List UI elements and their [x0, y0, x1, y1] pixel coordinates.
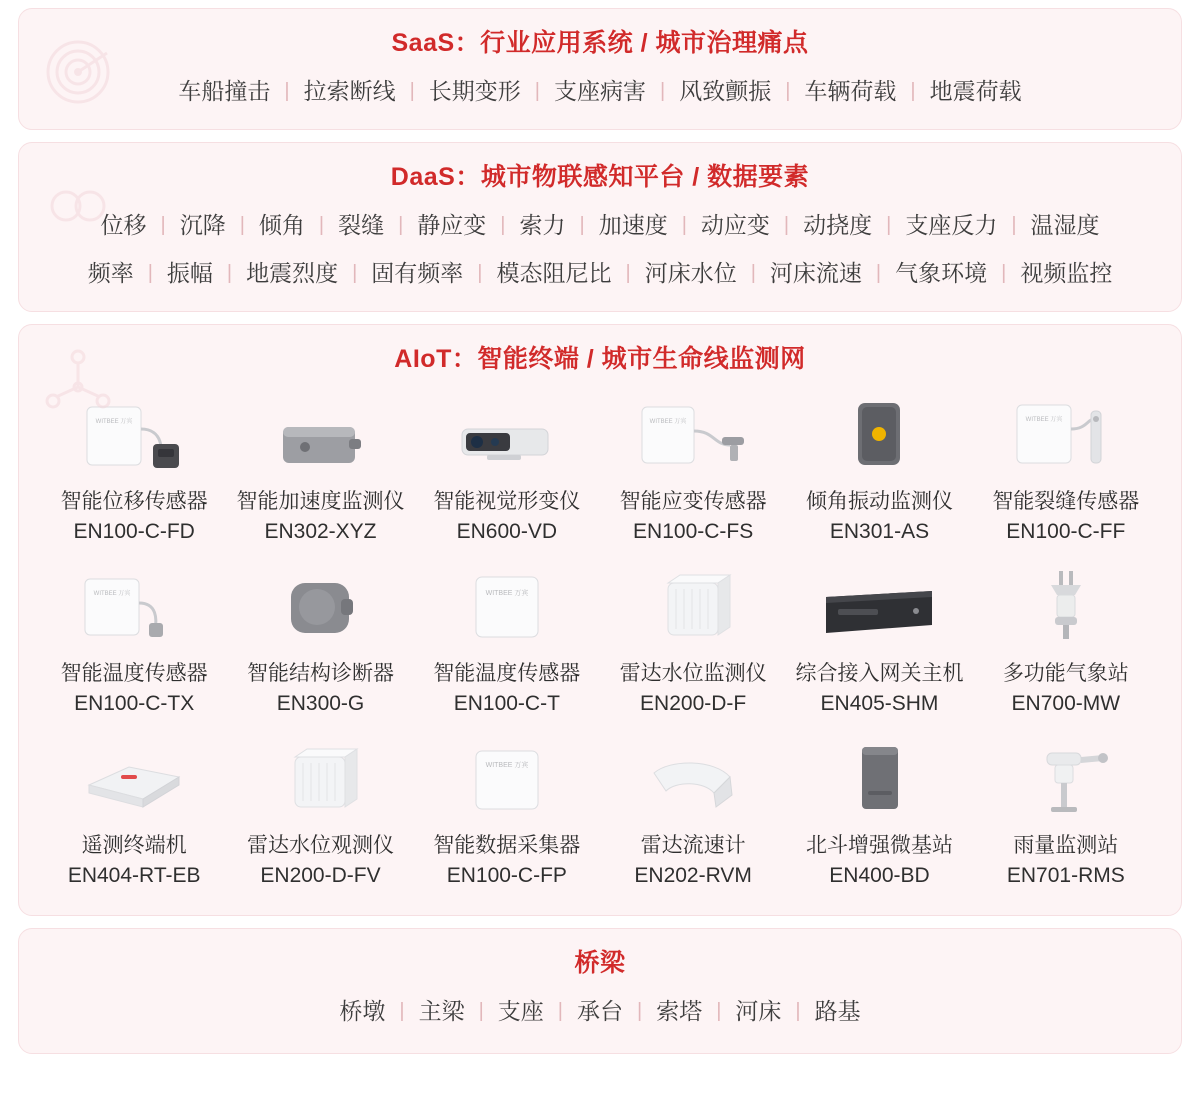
device-card[interactable]	[414, 385, 600, 553]
device-model: EN405-SHM	[820, 692, 939, 715]
separator: |	[352, 262, 358, 284]
radar-velocity-icon	[613, 733, 773, 825]
device-model: EN100-C-FF	[1006, 520, 1126, 543]
bridge-item[interactable]: 河床	[735, 998, 782, 1024]
separator: |	[886, 214, 892, 236]
radar-target-icon	[41, 35, 115, 109]
device-name: 雷达流速计	[640, 834, 746, 857]
daas-item[interactable]: 固有频率	[371, 260, 464, 286]
separator: |	[478, 1000, 484, 1022]
daas-item[interactable]: 倾角	[258, 212, 305, 238]
daas-item[interactable]: 气象环境	[895, 260, 988, 286]
daas-item[interactable]: 沉降	[179, 212, 226, 238]
device-card[interactable]	[600, 557, 786, 725]
daas-item[interactable]: 河床水位	[644, 260, 737, 286]
device-grid	[19, 381, 1181, 915]
device-name: 雷达水位监测仪	[619, 662, 767, 685]
device-card[interactable]	[786, 557, 972, 725]
device-name: 综合接入网关主机	[795, 662, 964, 685]
device-card[interactable]	[414, 729, 600, 897]
svg-text:WITBEE 万宾: WITBEE 万宾	[93, 591, 131, 597]
bridge-item[interactable]: 索塔	[656, 998, 703, 1024]
separator: |	[1011, 214, 1017, 236]
daas-item[interactable]: 索力	[519, 212, 566, 238]
device-card[interactable]	[41, 729, 227, 897]
network-node-icon	[41, 343, 115, 417]
device-model: EN200-D-F	[640, 692, 747, 715]
device-model: EN100-C-FD	[73, 520, 195, 543]
daas-item[interactable]: 频率	[87, 260, 134, 286]
saas-title: SaaS：行业应用系统 / 城市治理痛点	[391, 29, 809, 57]
device-model: EN100-C-FS	[633, 520, 754, 543]
device-name: 智能视觉形变仪	[433, 490, 581, 513]
separator: |	[579, 214, 585, 236]
separator: |	[147, 262, 153, 284]
device-name: 智能裂缝传感器	[992, 490, 1140, 513]
daas-item[interactable]: 河床流速	[769, 260, 862, 286]
separator: |	[625, 262, 631, 284]
rain-gauge-icon	[986, 733, 1146, 825]
saas-item[interactable]: 长期变形	[428, 78, 521, 104]
device-name: 倾角振动监测仪	[805, 490, 953, 513]
device-card[interactable]	[973, 557, 1159, 725]
svg-text:WITBEE 万宾: WITBEE 万宾	[1025, 417, 1063, 423]
device-card[interactable]	[973, 729, 1159, 897]
structure-diagnoser-icon	[240, 561, 400, 653]
svg-text:WITBEE 万宾: WITBEE 万宾	[95, 419, 133, 425]
radar-level-observer-icon	[240, 733, 400, 825]
daas-item[interactable]: 动挠度	[803, 212, 873, 238]
device-card[interactable]	[600, 729, 786, 897]
separator: |	[660, 80, 666, 102]
separator: |	[239, 214, 245, 236]
saas-item[interactable]: 支座病害	[554, 78, 646, 104]
vision-camera-icon	[427, 389, 587, 481]
daas-item[interactable]: 视频监控	[1020, 260, 1113, 286]
infinity-cloud-icon	[41, 169, 115, 243]
device-card[interactable]	[786, 385, 972, 553]
weather-station-icon	[986, 561, 1146, 653]
device-card[interactable]	[41, 557, 227, 725]
saas-panel	[18, 8, 1182, 130]
daas-item[interactable]: 模态阻尼比	[496, 260, 612, 286]
device-name: 遥测终端机	[81, 834, 187, 857]
device-card[interactable]	[414, 557, 600, 725]
separator: |	[500, 214, 506, 236]
separator: |	[910, 80, 916, 102]
device-model: EN700-MW	[1011, 692, 1121, 715]
separator: |	[318, 214, 325, 236]
separator: |	[716, 1000, 722, 1022]
device-name: 智能温度传感器	[433, 662, 581, 685]
temperature-panel-icon	[427, 561, 587, 653]
daas-item[interactable]: 支座反力	[905, 212, 998, 238]
device-model: EN200-D-FV	[260, 864, 381, 887]
device-model: EN404-RT-EB	[67, 864, 201, 887]
device-name: 智能加速度监测仪	[236, 490, 405, 513]
saas-item[interactable]: 风致颤振	[679, 78, 772, 104]
device-name: 智能位移传感器	[60, 490, 208, 513]
bridge-item[interactable]: 承台	[577, 998, 623, 1024]
device-model: EN701-RMS	[1006, 864, 1125, 887]
daas-title: DaaS：城市物联感知平台 / 数据要素	[390, 163, 810, 191]
crack-sensor-icon	[986, 389, 1146, 481]
daas-items-row1	[19, 199, 1181, 251]
device-model: EN600-VD	[456, 520, 558, 543]
device-card[interactable]	[227, 385, 413, 553]
aiot-title: AIoT：智能终端 / 城市生命线监测网	[394, 345, 806, 373]
daas-item[interactable]: 裂缝	[338, 212, 385, 238]
separator: |	[399, 1000, 405, 1022]
svg-text:WITBEE 万宾: WITBEE 万宾	[649, 419, 687, 425]
saas-items	[19, 65, 1181, 129]
svg-text:WITBEE 万宾: WITBEE 万宾	[485, 590, 529, 597]
device-name: 雨量监测站	[1013, 834, 1119, 857]
separator: |	[557, 1000, 563, 1022]
separator: |	[783, 214, 790, 236]
daas-item[interactable]: 地震烈度	[246, 260, 339, 286]
bridge-item[interactable]: 主梁	[418, 998, 465, 1024]
bridge-items	[19, 985, 1181, 1053]
separator: |	[750, 262, 756, 284]
device-card[interactable]	[973, 385, 1159, 553]
separator: |	[875, 262, 882, 284]
device-card[interactable]	[227, 557, 413, 725]
device-model: EN100-C-T	[453, 692, 560, 715]
daas-items-row2	[19, 251, 1181, 311]
data-collector-icon	[427, 733, 587, 825]
strain-sensor-icon	[613, 389, 773, 481]
daas-item[interactable]: 动应变	[700, 212, 770, 238]
telemetry-terminal-icon	[54, 733, 214, 825]
separator: |	[681, 214, 687, 236]
separator: |	[226, 262, 233, 284]
daas-item[interactable]: 振幅	[166, 260, 213, 286]
saas-item[interactable]: 车辆荷载	[804, 78, 897, 104]
separator: |	[477, 262, 483, 284]
separator: |	[795, 1000, 801, 1022]
accelerometer-box-icon	[240, 389, 400, 481]
device-card[interactable]	[227, 729, 413, 897]
separator: |	[637, 1000, 643, 1022]
separator: |	[284, 80, 290, 102]
bridge-item[interactable]: 支座	[497, 998, 544, 1024]
daas-item[interactable]: 加速度	[598, 212, 668, 238]
separator: |	[409, 80, 415, 102]
device-model: EN301-AS	[829, 520, 930, 543]
tilt-vibration-icon	[799, 389, 959, 481]
separator: |	[534, 80, 540, 102]
gateway-rack-icon	[799, 561, 959, 653]
device-model: EN302-XYZ	[264, 520, 377, 543]
device-model: EN100-C-TX	[74, 692, 195, 715]
bridge-item[interactable]: 桥墩	[339, 998, 386, 1024]
svg-text:WITBEE 万宾: WITBEE 万宾	[485, 762, 529, 769]
device-name: 智能应变传感器	[619, 490, 767, 513]
device-card[interactable]	[786, 729, 972, 897]
bridge-panel	[18, 928, 1182, 1054]
daas-panel	[18, 142, 1182, 312]
device-name: 智能温度传感器	[60, 662, 208, 685]
beidou-station-icon	[799, 733, 959, 825]
device-card[interactable]	[600, 385, 786, 553]
separator: |	[785, 80, 791, 102]
device-name: 智能数据采集器	[433, 834, 581, 857]
temperature-sensor-icon	[54, 561, 214, 653]
separator: |	[1001, 262, 1007, 284]
radar-level-icon	[613, 561, 773, 653]
bridge-item[interactable]: 路基	[814, 998, 861, 1024]
aiot-panel	[18, 324, 1182, 916]
device-name: 多功能气象站	[1002, 662, 1129, 685]
daas-item[interactable]: 静应变	[417, 212, 487, 238]
daas-item[interactable]: 温湿度	[1030, 212, 1100, 238]
device-name: 智能结构诊断器	[246, 662, 394, 685]
separator: |	[398, 214, 404, 236]
saas-item[interactable]: 地震荷载	[929, 78, 1022, 104]
separator: |	[160, 214, 166, 236]
device-model: EN400-BD	[829, 864, 930, 887]
device-name: 北斗增强微基站	[805, 834, 953, 857]
daas-item[interactable]: 位移	[100, 212, 147, 238]
device-name: 雷达水位观测仪	[246, 834, 394, 857]
device-model: EN202-RVM	[634, 864, 752, 887]
saas-item[interactable]: 拉索断线	[303, 78, 396, 104]
device-model: EN300-G	[276, 692, 365, 715]
device-model: EN100-C-FP	[446, 864, 567, 887]
saas-item[interactable]: 车船撞击	[178, 78, 271, 104]
bridge-title: 桥梁	[574, 949, 626, 977]
